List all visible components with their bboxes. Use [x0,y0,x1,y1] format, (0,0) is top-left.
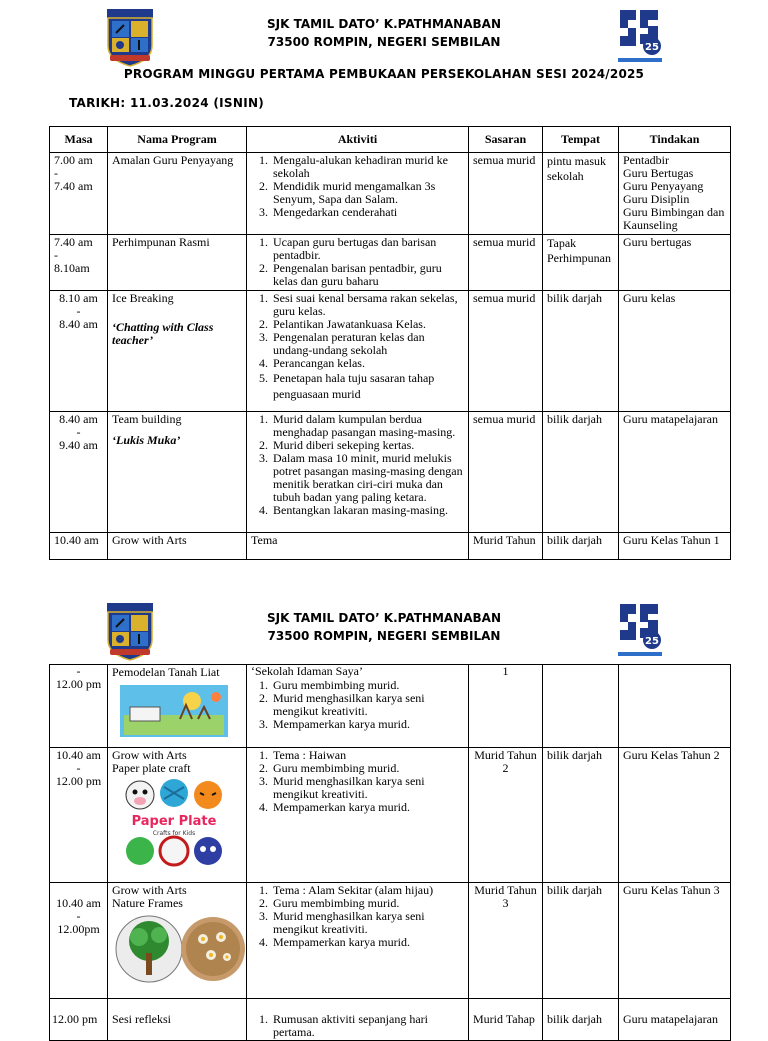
program-cell: Amalan Guru Penyayang [108,153,247,235]
activity-item: 1. Rumusan aktiviti sepanjang hari pertama. [271,1013,464,1039]
activity-item: 1. Murid dalam kumpulan berdua menghadap pasangan masing-masing. [271,413,464,439]
program-cell: Sesi refleksi [108,999,247,1041]
masa-cell: 10.40 am - 12.00pm [50,883,108,999]
table-row [50,748,731,883]
tempat-cell: bilik darjah [543,748,619,883]
aktiviti-cell [247,235,469,291]
tempat-cell: bilik darjah [543,412,619,533]
activity-item: 2. Pengenalan barisan pentadbir, guru kelas dan guru baharu [271,262,464,288]
program-subtitle: ‘Lukis Muka’ [112,433,181,447]
school-name: SJK TAMIL DATO’ K.PATHMANABAN [267,611,501,625]
activity-heading: ‘Sekolah Idaman Saya’ [251,664,363,678]
tindakan-cell: Guru matapelajaran [619,412,731,533]
masa-cell: 10.40 am - 12.00 pm [50,748,108,883]
tempat-cell: bilik darjah [543,291,619,412]
activity-item: 2. Guru membimbing murid. [271,762,464,775]
masa-cell: 7.40 am - 8.10am [50,235,108,291]
table-row [50,999,731,1041]
column-header: Tempat [543,127,619,153]
activity-item: 2. Murid menghasilkan karya seni mengikut kreativiti. [271,692,464,718]
tindakan-cell [619,665,731,748]
activity-item: 3. Dalam masa 10 minit, murid melukis potret pasangan masing-masing dengan menitik beratkan ciri-ciri muka dan tubuh badan yang paling ketara. [271,452,464,504]
program-cell: Grow with Arts Nature Frames [108,883,247,999]
nature-frames-image [115,911,245,985]
activity-item: 4. Mempamerkan karya murid. [271,936,464,949]
paper-plate-craft-image [124,775,224,867]
column-header: Nama Program [108,127,247,153]
activity-item: 4. Mempamerkan karya murid. [271,801,464,814]
aktiviti-cell: Tema [247,533,469,560]
tempat-cell: pintu masuk sekolah [543,153,619,235]
table-row [50,153,731,235]
tindakan-cell: Guru kelas [619,291,731,412]
tindakan-cell: Guru bertugas [619,235,731,291]
sasaran-cell: semua murid [469,291,543,412]
table-row [50,291,731,412]
activity-item: 3. Murid menghasilkan karya seni mengikut kreativiti. [271,910,464,936]
activity-item: 2. Murid diberi sekeping kertas. [271,439,464,452]
program-cell: Ice Breaking ‘Chatting with Class teacher’ [108,291,247,412]
svg-text:25: 25 [645,636,659,647]
activity-item: 4. Bentangkan lakaran masing-masing. [271,504,464,517]
schedule-table [49,126,731,560]
masa-cell: - 12.00 pm [50,665,108,748]
clay-model-image [120,685,228,737]
program-cell: Grow with Arts [108,533,247,560]
sasaran-cell: semua murid [469,235,543,291]
masa-cell: 7.00 am - 7.40 am [50,153,108,235]
tindakan-cell: Guru Kelas Tahun 2 [619,748,731,883]
program-title: PROGRAM MINGGU PERTAMA PEMBUKAAN PERSEKOLAHAN SESI 2024/2025 [123,67,645,81]
tempat-cell: bilik darjah [543,883,619,999]
activity-item: 3. Mengedarkan cenderahati [271,206,464,219]
tindakan-cell: Guru matapelajaran [619,999,731,1041]
date-line: TARIKH: 11.03.2024 (ISNIN) [69,96,265,110]
activity-item: 2. Mendidik murid mengamalkan 3s Senyum, Sapa dan Salam. [271,180,464,206]
program-cell: Perhimpunan Rasmi [108,235,247,291]
program-subtitle: Nature Frames [112,896,183,910]
activity-item: 4. Perancangan kelas. [271,357,464,370]
activity-item: 2. Guru membimbing murid. [271,897,464,910]
schedule-table-continued [49,664,731,1041]
sasaran-cell: Murid Tahap [469,999,543,1041]
table-row [50,665,731,748]
school-address: 73500 ROMPIN, NEGERI SEMBILAN [267,629,501,643]
activity-item: 3. Murid menghasilkan karya seni mengikut kreativiti. [271,775,464,801]
sasaran-cell: Murid Tahun 3 [469,883,543,999]
program-subtitle: ‘Chatting with Class teacher’ [112,320,214,347]
activity-item: 1. Tema : Alam Sekitar (alam hijau) [271,884,464,897]
column-header: Sasaran [469,127,543,153]
table-header-row [50,127,731,153]
activity-item: 1. Tema : Haiwan [271,749,464,762]
tempat-cell: bilik darjah [543,999,619,1041]
tempat-cell: bilik darjah [543,533,619,560]
svg-text:25: 25 [645,42,659,53]
column-header: Masa [50,127,108,153]
masa-cell: 10.40 am [50,533,108,560]
activity-item: 1. Ucapan guru bertugas dan barisan pentadbir. [271,236,464,262]
aktiviti-cell [247,153,469,235]
school-address: 73500 ROMPIN, NEGERI SEMBILAN [267,35,501,49]
activity-item: 3. Pengenalan peraturan kelas dan undang-undang sekolah [271,331,464,357]
masa-cell: 8.40 am - 9.40 am [50,412,108,533]
activity-item: 3. Mempamerkan karya murid. [271,718,464,731]
aktiviti-cell [247,665,469,748]
table-row [50,412,731,533]
program-cell: Pemodelan Tanah Liat [108,665,247,748]
image-caption: Paper Plate [131,814,217,829]
program-cell: Team building ‘Lukis Muka’ [108,412,247,533]
activity-item: 1. Mengalu-alukan kehadiran murid ke sekolah [271,154,464,180]
sasaran-cell: 1 [469,665,543,748]
activity-item: 1. Guru membimbing murid. [271,679,464,692]
sasaran-cell: semua murid [469,153,543,235]
column-header: Aktiviti [247,127,469,153]
table-row [50,883,731,999]
activity-item: 5. Penetapan hala tuju sasaran tahap penguasaan murid [271,370,464,402]
masa-cell: 8.10 am - 8.40 am [50,291,108,412]
activity-item: 1. Sesi suai kenal bersama rakan sekelas, guru kelas. [271,292,464,318]
tempat-cell: Tapak Perhimpunan [543,235,619,291]
aktiviti-cell [247,412,469,533]
table-row [50,533,731,560]
sasaran-cell: semua murid [469,412,543,533]
column-header: Tindakan [619,127,731,153]
aktiviti-cell [247,883,469,999]
program-cell: Grow with Arts Paper plate craft Paper Plate Crafts for Kids [108,748,247,883]
aktiviti-cell [247,748,469,883]
activity-item: 2. Pelantikan Jawatankuasa Kelas. [271,318,464,331]
tindakan-cell: Guru Kelas Tahun 3 [619,883,731,999]
tindakan-cell: Guru Kelas Tahun 1 [619,533,731,560]
aktiviti-cell [247,999,469,1041]
tindakan-cell: Pentadbir Guru Bertugas Guru Penyayang Guru Disiplin Guru Bimbingan dan Kaunseling [619,153,731,235]
masa-cell: 12.00 pm [50,999,108,1041]
aktiviti-cell [247,291,469,412]
tempat-cell [543,665,619,748]
school-name: SJK TAMIL DATO’ K.PATHMANABAN [267,17,501,31]
sasaran-cell: Murid Tahun 2 [469,748,543,883]
table-row [50,235,731,291]
sasaran-cell: Murid Tahun [469,533,543,560]
image-caption: Crafts for Kids [152,830,196,837]
program-subtitle: Paper plate craft [112,761,191,775]
